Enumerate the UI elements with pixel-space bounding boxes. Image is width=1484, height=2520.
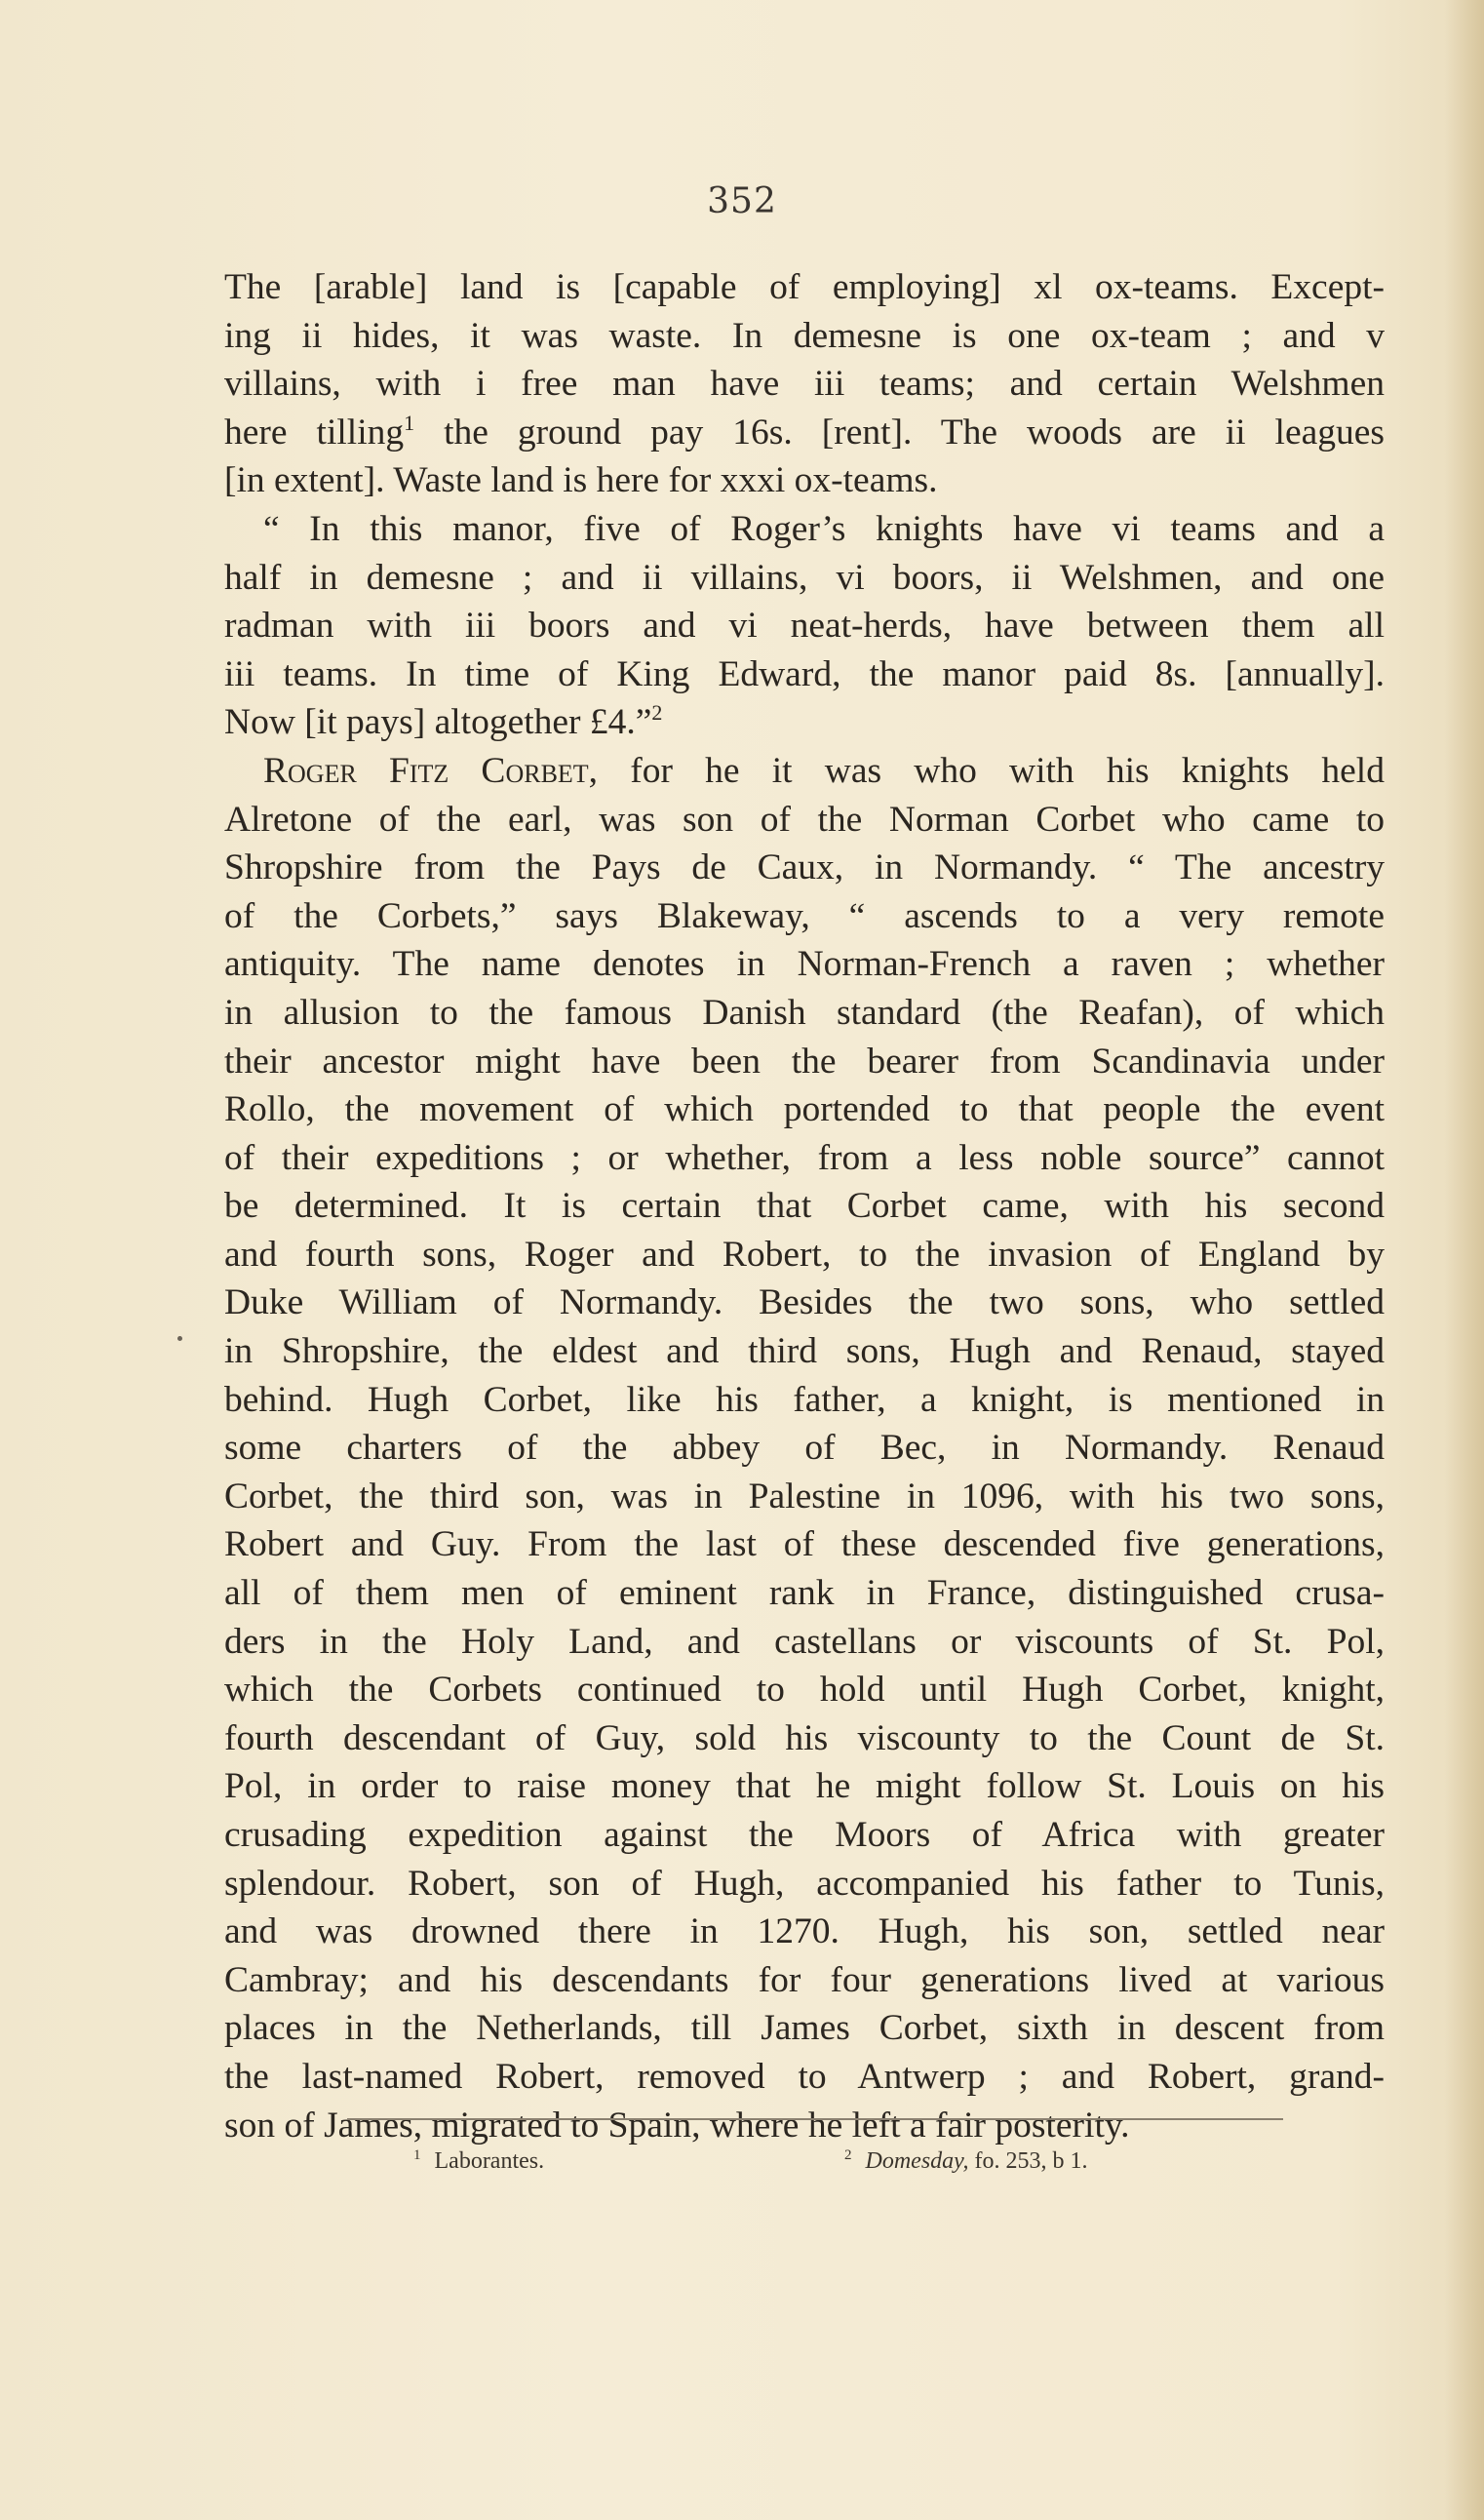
text-line: Shropshire from the Pays de Caux, in Normandy. “ The ancestry <box>224 847 1385 888</box>
margin-speck <box>177 1336 182 1341</box>
footnote-ref-1: 1 <box>404 410 415 435</box>
text-segment: the ground pay 16s. [rent]. The woods are ii leagues <box>414 412 1386 453</box>
text-line: of the Corbets,” says Blakeway, “ ascends to a very remote <box>224 895 1385 936</box>
body-text <box>224 263 1385 2149</box>
footnote-2 <box>844 2147 1087 2175</box>
footnote-ref-2: 2 <box>651 700 663 726</box>
text-line: splendour. Robert, son of Hugh, accompanied his father to Tunis, <box>224 1863 1385 1904</box>
text-line: The [arable] land is [capable of employing] xl ox-teams. Except- <box>224 267 1385 307</box>
text-line: Pol, in order to raise money that he might follow St. Louis on his <box>224 1766 1385 1807</box>
text-line: in allusion to the famous Danish standard (the Reafan), of which <box>224 992 1385 1033</box>
text-line: be determined. It is certain that Corbet came, with his second <box>224 1186 1385 1227</box>
person-name-smallcaps: Roger Fitz Corbet, <box>263 750 599 791</box>
text-line: villains, with i free man have iii teams; and certain Welshmen <box>224 364 1385 405</box>
text-line: “ In this manor, five of Roger’s knights have vi teams and a <box>263 508 1385 549</box>
text-line <box>224 698 1385 747</box>
text-line: fourth descendant of Guy, sold his viscounty to the Count de St. <box>224 1717 1385 1758</box>
text-line: and was drowned there in 1270. Hugh, his son, settled near <box>224 1911 1385 1952</box>
text-line: Duke William of Normandy. Besides the two sons, who settled <box>224 1282 1385 1323</box>
footnote-2-ref: fo. 253, b 1. <box>974 2148 1088 2174</box>
text-line: Robert and Guy. From the last of these descended five generations, <box>224 1524 1385 1565</box>
text-line: of their expeditions ; or whether, from a less noble source” cannot <box>224 1137 1385 1178</box>
text-line: Alretone of the earl, was son of the Norman Corbet who came to <box>224 799 1385 840</box>
text-line: son of James, migrated to Spain, where he left a fair posterity. <box>224 2105 1130 2146</box>
footnote-1 <box>413 2147 544 2175</box>
text-line: behind. Hugh Corbet, like his father, a knight, is mentioned in <box>224 1379 1385 1420</box>
text-line: crusading expedition against the Moors of Africa with greater <box>224 1815 1385 1855</box>
text-line: [in extent]. Waste land is here for xxxi ox-teams. <box>224 460 938 501</box>
footnote-1-text: Laborantes. <box>434 2148 545 2174</box>
text-line: and fourth sons, Roger and Robert, to the invasion of England by <box>224 1234 1385 1275</box>
footnotes <box>0 2147 1484 2186</box>
text-line: ders in the Holy Land, and castellans or viscounts of St. Pol, <box>224 1621 1385 1662</box>
footnote-2-mark: 2 <box>844 2147 852 2163</box>
text-line: all of them men of eminent rank in France, distinguished crusa- <box>224 1573 1385 1614</box>
text-segment: here tilling <box>224 412 405 453</box>
footnote-1-mark: 1 <box>413 2147 421 2163</box>
text-line <box>224 747 1385 796</box>
footnote-divider <box>347 2118 1283 2120</box>
page-number: 352 <box>707 181 777 221</box>
text-line: the last-named Robert, removed to Antwerp ; and Robert, grand- <box>224 2056 1385 2097</box>
text-line: Cambray; and his descendants for four generations lived at various <box>224 1959 1385 2000</box>
text-line: Rollo, the movement of which portended to that people the event <box>224 1089 1385 1130</box>
text-line: Corbet, the third son, was in Palestine in 1096, with his two sons, <box>224 1476 1385 1516</box>
text-line: half in demesne ; and ii villains, vi boors, ii Welshmen, and one <box>224 557 1385 598</box>
text-segment: Now [it pays] altogether £4.” <box>224 702 652 743</box>
text-line: antiquity. The name denotes in Norman-French a raven ; whether <box>224 944 1385 985</box>
text-line: iii teams. In time of King Edward, the manor paid 8s. [annually]. <box>224 653 1385 694</box>
text-line: their ancestor might have been the bearer from Scandinavia under <box>224 1041 1385 1082</box>
text-line: in Shropshire, the eldest and third sons, Hugh and Renaud, stayed <box>224 1331 1385 1372</box>
text-line: radman with iii boors and vi neat-herds, have between them all <box>224 606 1385 647</box>
text-line: some charters of the abbey of Bec, in Normandy. Renaud <box>224 1428 1385 1469</box>
page-edge-shadow <box>1445 0 1484 2520</box>
footnote-2-source: Domesday, <box>865 2148 969 2174</box>
text-segment: for he it was who with his knights held <box>598 750 1385 791</box>
text-line: places in the Netherlands, till James Corbet, sixth in descent from <box>224 2008 1385 2049</box>
text-line <box>224 409 1385 457</box>
text-line: ing ii hides, it was waste. In demesne is one ox-team ; and v <box>224 315 1385 356</box>
text-line: which the Corbets continued to hold until Hugh Corbet, knight, <box>224 1670 1385 1711</box>
